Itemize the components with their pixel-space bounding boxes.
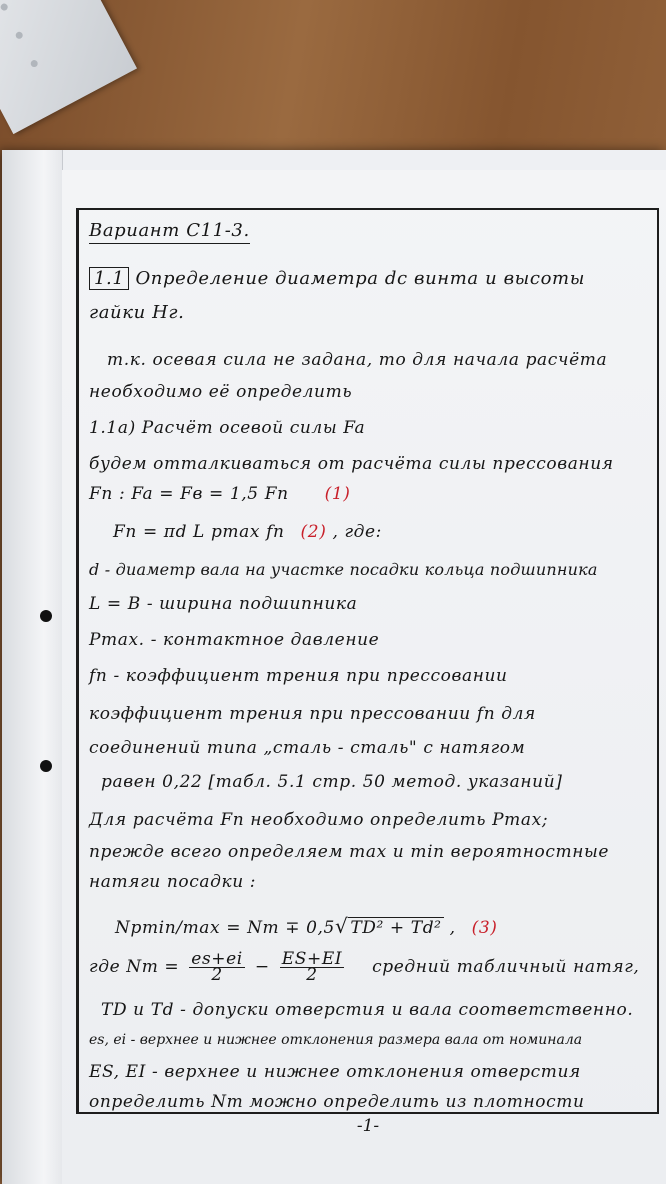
text-line: Для расчёта Fп необходимо определить Pmax;	[89, 810, 549, 830]
text-line: коэффициент трения при прессовании fп для	[89, 704, 536, 724]
text-line: соединений типа „сталь - сталь" с натягом	[89, 738, 526, 758]
text-line: 1.1а) Расчёт осевой силы Fa	[89, 418, 366, 438]
text-line: т.к. осевая сила не задана, то для начала расчёта	[107, 350, 608, 370]
section-title: 1.1 Определение диаметра dc винта и высоты	[89, 268, 585, 289]
binder-ring	[40, 760, 52, 772]
formula-1: Fп : Fa = Fв = 1,5 Fп (1)	[89, 484, 351, 504]
page-number: -1-	[356, 1116, 380, 1136]
equation-number: (2)	[300, 522, 327, 542]
background-paper-corner	[0, 0, 137, 134]
notebook-page	[62, 170, 666, 1184]
text-line: es, ei - верхнее и нижнее отклонения размера вала от номинала	[89, 1032, 583, 1048]
fraction: $\frac{ES+EI}{2}$	[281, 949, 343, 985]
text-line: определить Nm можно определить из плотности	[89, 1092, 585, 1112]
binder-ring	[40, 610, 52, 622]
text-line: TD и Td - допуски отверстия и вала соответственно.	[101, 1000, 634, 1020]
text-line: прежде всего определяем max и min вероятностные	[89, 842, 610, 862]
section-title-cont: гайки Нг.	[89, 302, 185, 323]
text-line: ES, EI - верхнее и нижнее отклонения отверстия	[89, 1062, 581, 1082]
fraction: $\frac{es+ei}{2}$	[191, 949, 243, 985]
equation-number: (3)	[471, 918, 498, 938]
text-line: d - диаметр вала на участке посадки кольца подшипника	[89, 560, 598, 579]
equation-number: (1)	[324, 484, 351, 504]
text-line: необходимо её определить	[89, 382, 353, 402]
section-number: 1.1	[89, 267, 129, 290]
punch-hole	[14, 31, 23, 40]
punch-hole	[29, 59, 38, 68]
text-line: натяги посадки :	[89, 872, 257, 892]
text-line: fп - коэффициент трения при прессовании	[89, 666, 508, 686]
formula-3: Npmin/max = Nm ∓ 0,5√ TD² + Td² , (3)	[115, 914, 498, 938]
text-line: L = B - ширина подшипника	[89, 594, 358, 614]
formula-nm: где Nm = $\frac{es+ei}{2}$ − $\frac{ES+EI}{2}$ средний табличный натяг,	[89, 949, 640, 985]
variant-header: Вариант С11-3.	[89, 220, 250, 241]
text-line: будем отталкиваться от расчёта силы прессования	[89, 454, 614, 474]
text-line: равен 0,22 [табл. 5.1 стр. 50 метод. указаний]	[101, 772, 563, 792]
notebook	[2, 150, 666, 1184]
page-frame	[76, 208, 659, 1136]
punch-hole	[0, 2, 9, 11]
text-line: Pmax. - контактное давление	[89, 630, 380, 650]
formula-2: Fп = πd L pmax fп (2) , где:	[113, 522, 383, 542]
notebook-cover-edge	[2, 150, 63, 1184]
